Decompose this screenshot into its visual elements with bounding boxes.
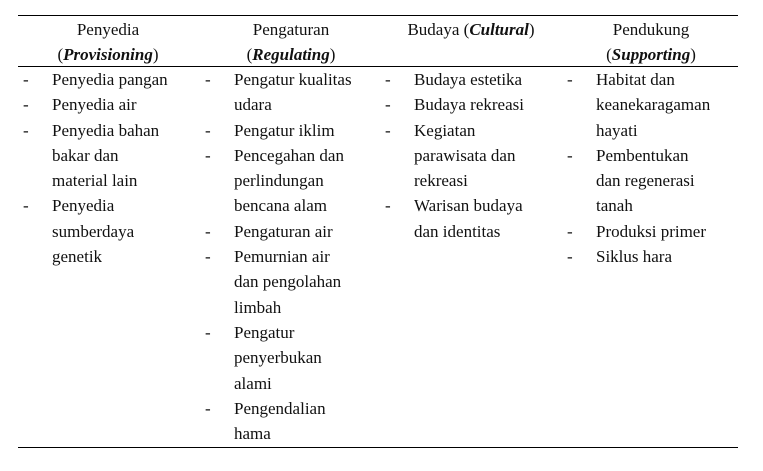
list-item	[200, 320, 344, 396]
bullet-dash: -	[567, 247, 573, 267]
bullet-dash: -	[23, 95, 29, 115]
list-item	[562, 244, 738, 269]
item-text: Penyedia pangan	[52, 70, 168, 89]
list-item	[18, 193, 152, 269]
paren-open: (	[246, 45, 253, 64]
list-item	[380, 118, 534, 194]
header-term: Regulating	[252, 45, 330, 64]
table-top-rule	[18, 15, 738, 16]
item-text: Budaya rekreasi	[414, 95, 524, 115]
header-regulating	[206, 17, 376, 67]
item-text: Pengatur penyerbukan alami	[234, 322, 322, 393]
list-item	[200, 118, 370, 143]
list-item	[18, 118, 172, 194]
header-cultural	[386, 17, 556, 42]
paren-open: (	[57, 45, 64, 64]
paren-open: (	[606, 45, 612, 64]
bullet-dash: -	[205, 145, 211, 165]
item-text: Penyedia sumberdaya genetik	[52, 196, 135, 267]
paren-close: )	[152, 45, 159, 64]
bullet-dash: -	[205, 221, 211, 241]
paren-close: )	[329, 45, 336, 64]
column-supporting	[562, 67, 738, 269]
item-text: Kegiatan parawisata dan rekreasi	[414, 120, 516, 191]
header-term: Provisioning	[63, 45, 153, 64]
list-item	[380, 193, 542, 244]
list-item	[200, 244, 358, 320]
bullet-dash: -	[567, 70, 573, 89]
header-term: Cultural	[469, 20, 529, 39]
header-name: Pendukung	[612, 20, 690, 39]
column-provisioning	[18, 67, 190, 269]
bullet-dash: -	[205, 120, 211, 140]
item-text: Produksi primer	[596, 221, 707, 241]
list-item	[562, 143, 710, 219]
list-item	[380, 92, 550, 117]
bullet-dash: -	[205, 398, 211, 418]
bullet-dash: -	[205, 322, 211, 342]
paren-open: (	[463, 20, 470, 39]
item-text: Pembentukan dan regenerasi tanah	[596, 145, 695, 216]
bullet-dash: -	[385, 95, 391, 115]
column-regulating	[200, 67, 370, 446]
header-term: Supporting	[611, 45, 691, 64]
header-name: Budaya	[407, 20, 460, 39]
bullet-dash: -	[385, 196, 391, 216]
item-text: Pencegahan dan perlindungan bencana alam	[234, 145, 344, 216]
bullet-dash: -	[385, 120, 391, 140]
item-text: Pengendalian hama	[234, 398, 326, 444]
item-text: Penyedia air	[52, 95, 137, 115]
list-item	[200, 67, 356, 118]
bullet-dash: -	[567, 221, 573, 241]
header-supporting	[566, 17, 736, 67]
item-text: Pengatur kualitas udara	[234, 70, 352, 115]
list-item	[200, 396, 354, 447]
paren-close: )	[690, 45, 696, 64]
list-item	[200, 143, 358, 219]
item-text: Pemurnian air dan pengolahan limbah	[234, 247, 342, 317]
item-text: Warisan budaya dan identitas	[414, 196, 523, 241]
item-text: Budaya estetika	[414, 70, 523, 89]
column-cultural	[380, 67, 550, 244]
bullet-dash: -	[23, 70, 29, 89]
item-text: Pengatur iklim	[234, 120, 335, 140]
list-item	[562, 219, 738, 244]
list-item	[18, 67, 190, 92]
item-text: Penyedia bahan bakar dan material lain	[52, 120, 160, 191]
bullet-dash: -	[205, 247, 211, 267]
header-name: Penyedia	[76, 20, 140, 39]
item-text: Siklus hara	[596, 247, 673, 267]
bullet-dash: -	[567, 145, 573, 165]
list-item	[18, 92, 190, 117]
item-text: Pengaturan air	[234, 221, 333, 241]
list-item	[200, 219, 370, 244]
paren-close: )	[528, 20, 535, 39]
bullet-dash: -	[23, 196, 29, 216]
bullet-dash: -	[23, 120, 29, 140]
header-provisioning	[18, 17, 198, 67]
bullet-dash: -	[385, 70, 391, 89]
table-bottom-rule	[18, 447, 738, 448]
list-item	[380, 67, 550, 92]
list-item	[562, 67, 728, 143]
header-name: Pengaturan	[252, 20, 330, 39]
item-text: Habitat dan keanekaragaman hayati	[596, 70, 711, 140]
bullet-dash: -	[205, 70, 211, 89]
